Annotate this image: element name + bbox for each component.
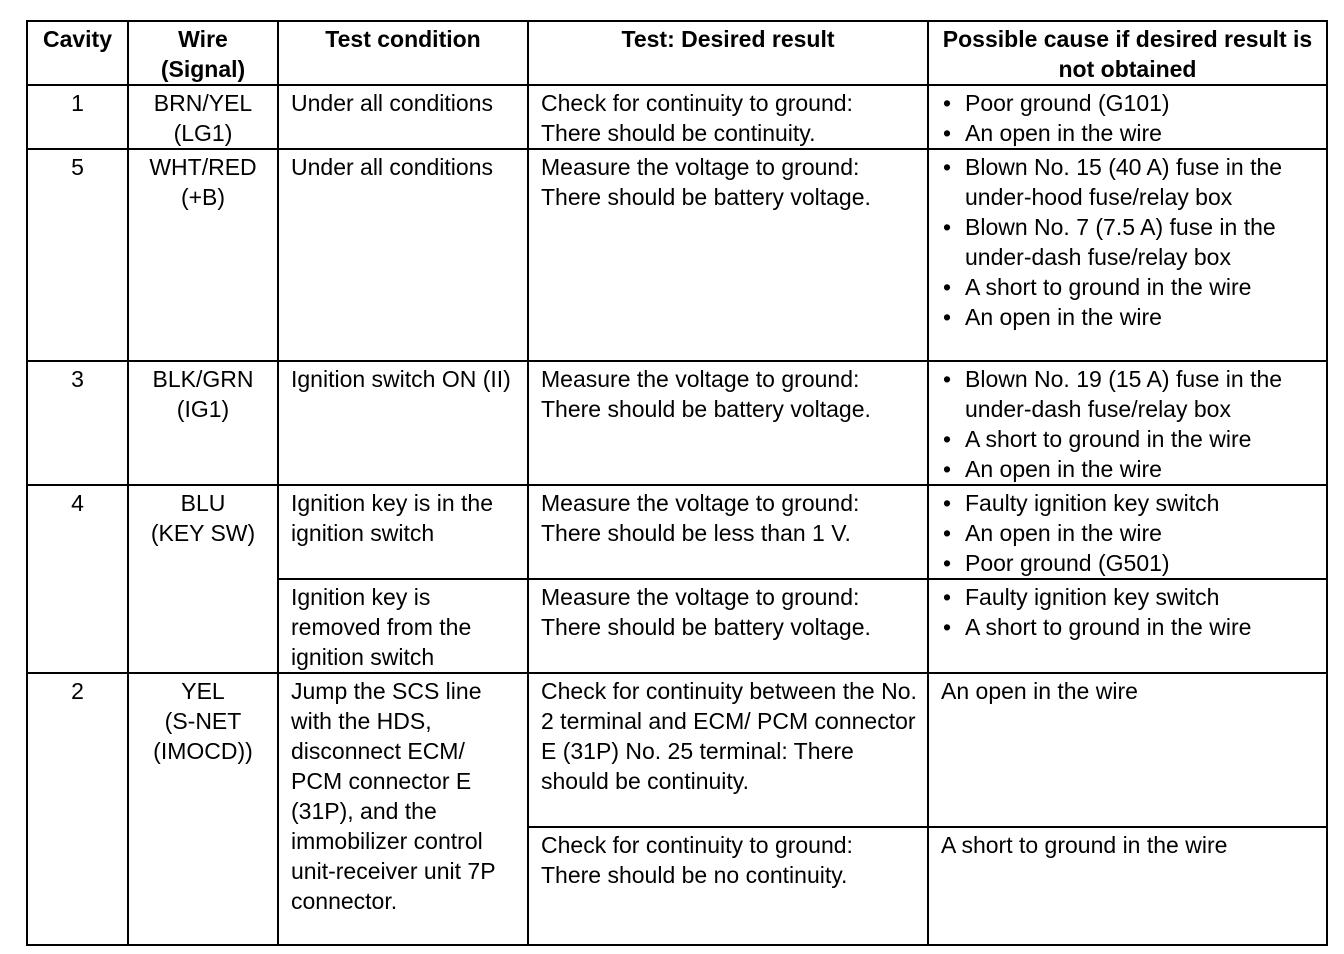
list-item: • Blown No. 15 (40 A) fuse in the under-hood fuse/relay box <box>943 154 1283 210</box>
header-wire: Wire (Signal) <box>128 21 278 85</box>
desired-result-cell: Measure the voltage to ground: There should be less than 1 V. <box>528 485 928 579</box>
header-test-condition: Test condition <box>278 21 528 85</box>
table-row <box>27 149 1327 361</box>
possible-cause-cell <box>928 149 1327 361</box>
list-item: • Blown No. 7 (7.5 A) fuse in the under-dash fuse/relay box <box>943 214 1276 270</box>
wire-color: YEL <box>181 678 225 704</box>
header-row <box>27 21 1327 85</box>
test-condition-cell: Ignition key is in the ignition switch <box>278 485 528 579</box>
possible-cause-cell <box>928 485 1327 579</box>
list-item: • An open in the wire <box>943 304 1162 330</box>
cavity-number: 5 <box>71 154 84 180</box>
desired-result-cell: Measure the voltage to ground: There should be battery voltage. <box>528 149 928 361</box>
list-item: • An open in the wire <box>943 120 1162 146</box>
test-condition-cell: Ignition switch ON (II) <box>278 361 528 485</box>
cavity-cell <box>27 673 128 945</box>
wire-signal: (LG1) <box>173 120 233 146</box>
table-row <box>27 673 1327 827</box>
desired-result-cell: Measure the voltage to ground: There should be battery voltage. <box>528 361 928 485</box>
wire-color: BLU <box>180 490 226 516</box>
test-condition-cell: Under all conditions <box>278 149 528 361</box>
table-row <box>27 361 1327 485</box>
cavity-cell <box>27 361 128 485</box>
wire-cell <box>128 673 278 945</box>
desired-result-cell: Check for continuity between the No. 2 terminal and ECM/ PCM connector E (31P) No. 25 terminal: There should be continuity. <box>528 673 928 827</box>
cavity-number: 1 <box>71 90 84 116</box>
list-item: • A short to ground in the wire <box>943 614 1252 640</box>
header-cavity: Cavity <box>27 21 128 85</box>
table-row <box>27 85 1327 149</box>
possible-cause-cell <box>928 85 1327 149</box>
wire-cell <box>128 361 278 485</box>
header-desired-result: Test: Desired result <box>528 21 928 85</box>
list-item: • A short to ground in the wire <box>943 274 1252 300</box>
test-condition-cell: Ignition key is removed from the ignition switch <box>278 579 528 673</box>
cavity-cell <box>27 149 128 361</box>
list-item: • Blown No. 19 (15 A) fuse in the under-dash fuse/relay box <box>943 366 1283 422</box>
cavity-cell <box>27 485 128 673</box>
possible-cause-cell: A short to ground in the wire <box>928 827 1327 945</box>
list-item: • An open in the wire <box>943 456 1162 482</box>
list-item: • Poor ground (G501) <box>943 550 1170 576</box>
wire-signal: (S-NET (IMOCD)) <box>153 708 253 764</box>
wiring-test-table <box>26 20 1328 946</box>
list-item: • Faulty ignition key switch <box>943 584 1220 610</box>
wire-signal: (KEY SW) <box>150 520 256 546</box>
wire-color: WHT/RED <box>149 154 257 180</box>
table-row <box>27 485 1327 579</box>
test-condition-cell: Under all conditions <box>278 85 528 149</box>
wire-signal: (IG1) <box>176 396 230 422</box>
wire-cell <box>128 149 278 361</box>
wire-cell <box>128 485 278 673</box>
wire-color: BRN/YEL <box>153 90 253 116</box>
wire-color: BLK/GRN <box>152 366 254 392</box>
cavity-number: 2 <box>71 678 84 704</box>
desired-result-cell: Check for continuity to ground: There should be no continuity. <box>528 827 928 945</box>
possible-cause-cell <box>928 579 1327 673</box>
header-possible-cause: Possible cause if desired result is not obtained <box>928 21 1327 85</box>
desired-result-cell: Check for continuity to ground: There should be continuity. <box>528 85 928 149</box>
desired-result-cell: Measure the voltage to ground: There should be battery voltage. <box>528 579 928 673</box>
list-item: • Poor ground (G101) <box>943 90 1170 116</box>
test-condition-cell: Jump the SCS line with the HDS, disconnect ECM/ PCM connector E (31P), and the immobilizer control unit-receiver unit 7P connector. <box>278 673 528 945</box>
list-item: • Faulty ignition key switch <box>943 490 1220 516</box>
list-item: • An open in the wire <box>943 520 1162 546</box>
possible-cause-cell <box>928 361 1327 485</box>
cavity-cell <box>27 85 128 149</box>
cavity-number: 3 <box>71 366 84 392</box>
wire-cell <box>128 85 278 149</box>
wire-signal: (+B) <box>180 184 226 210</box>
cavity-number: 4 <box>71 490 84 516</box>
possible-cause-cell: An open in the wire <box>928 673 1327 827</box>
list-item: • A short to ground in the wire <box>943 426 1252 452</box>
wiring-test-table-container <box>26 20 1326 946</box>
